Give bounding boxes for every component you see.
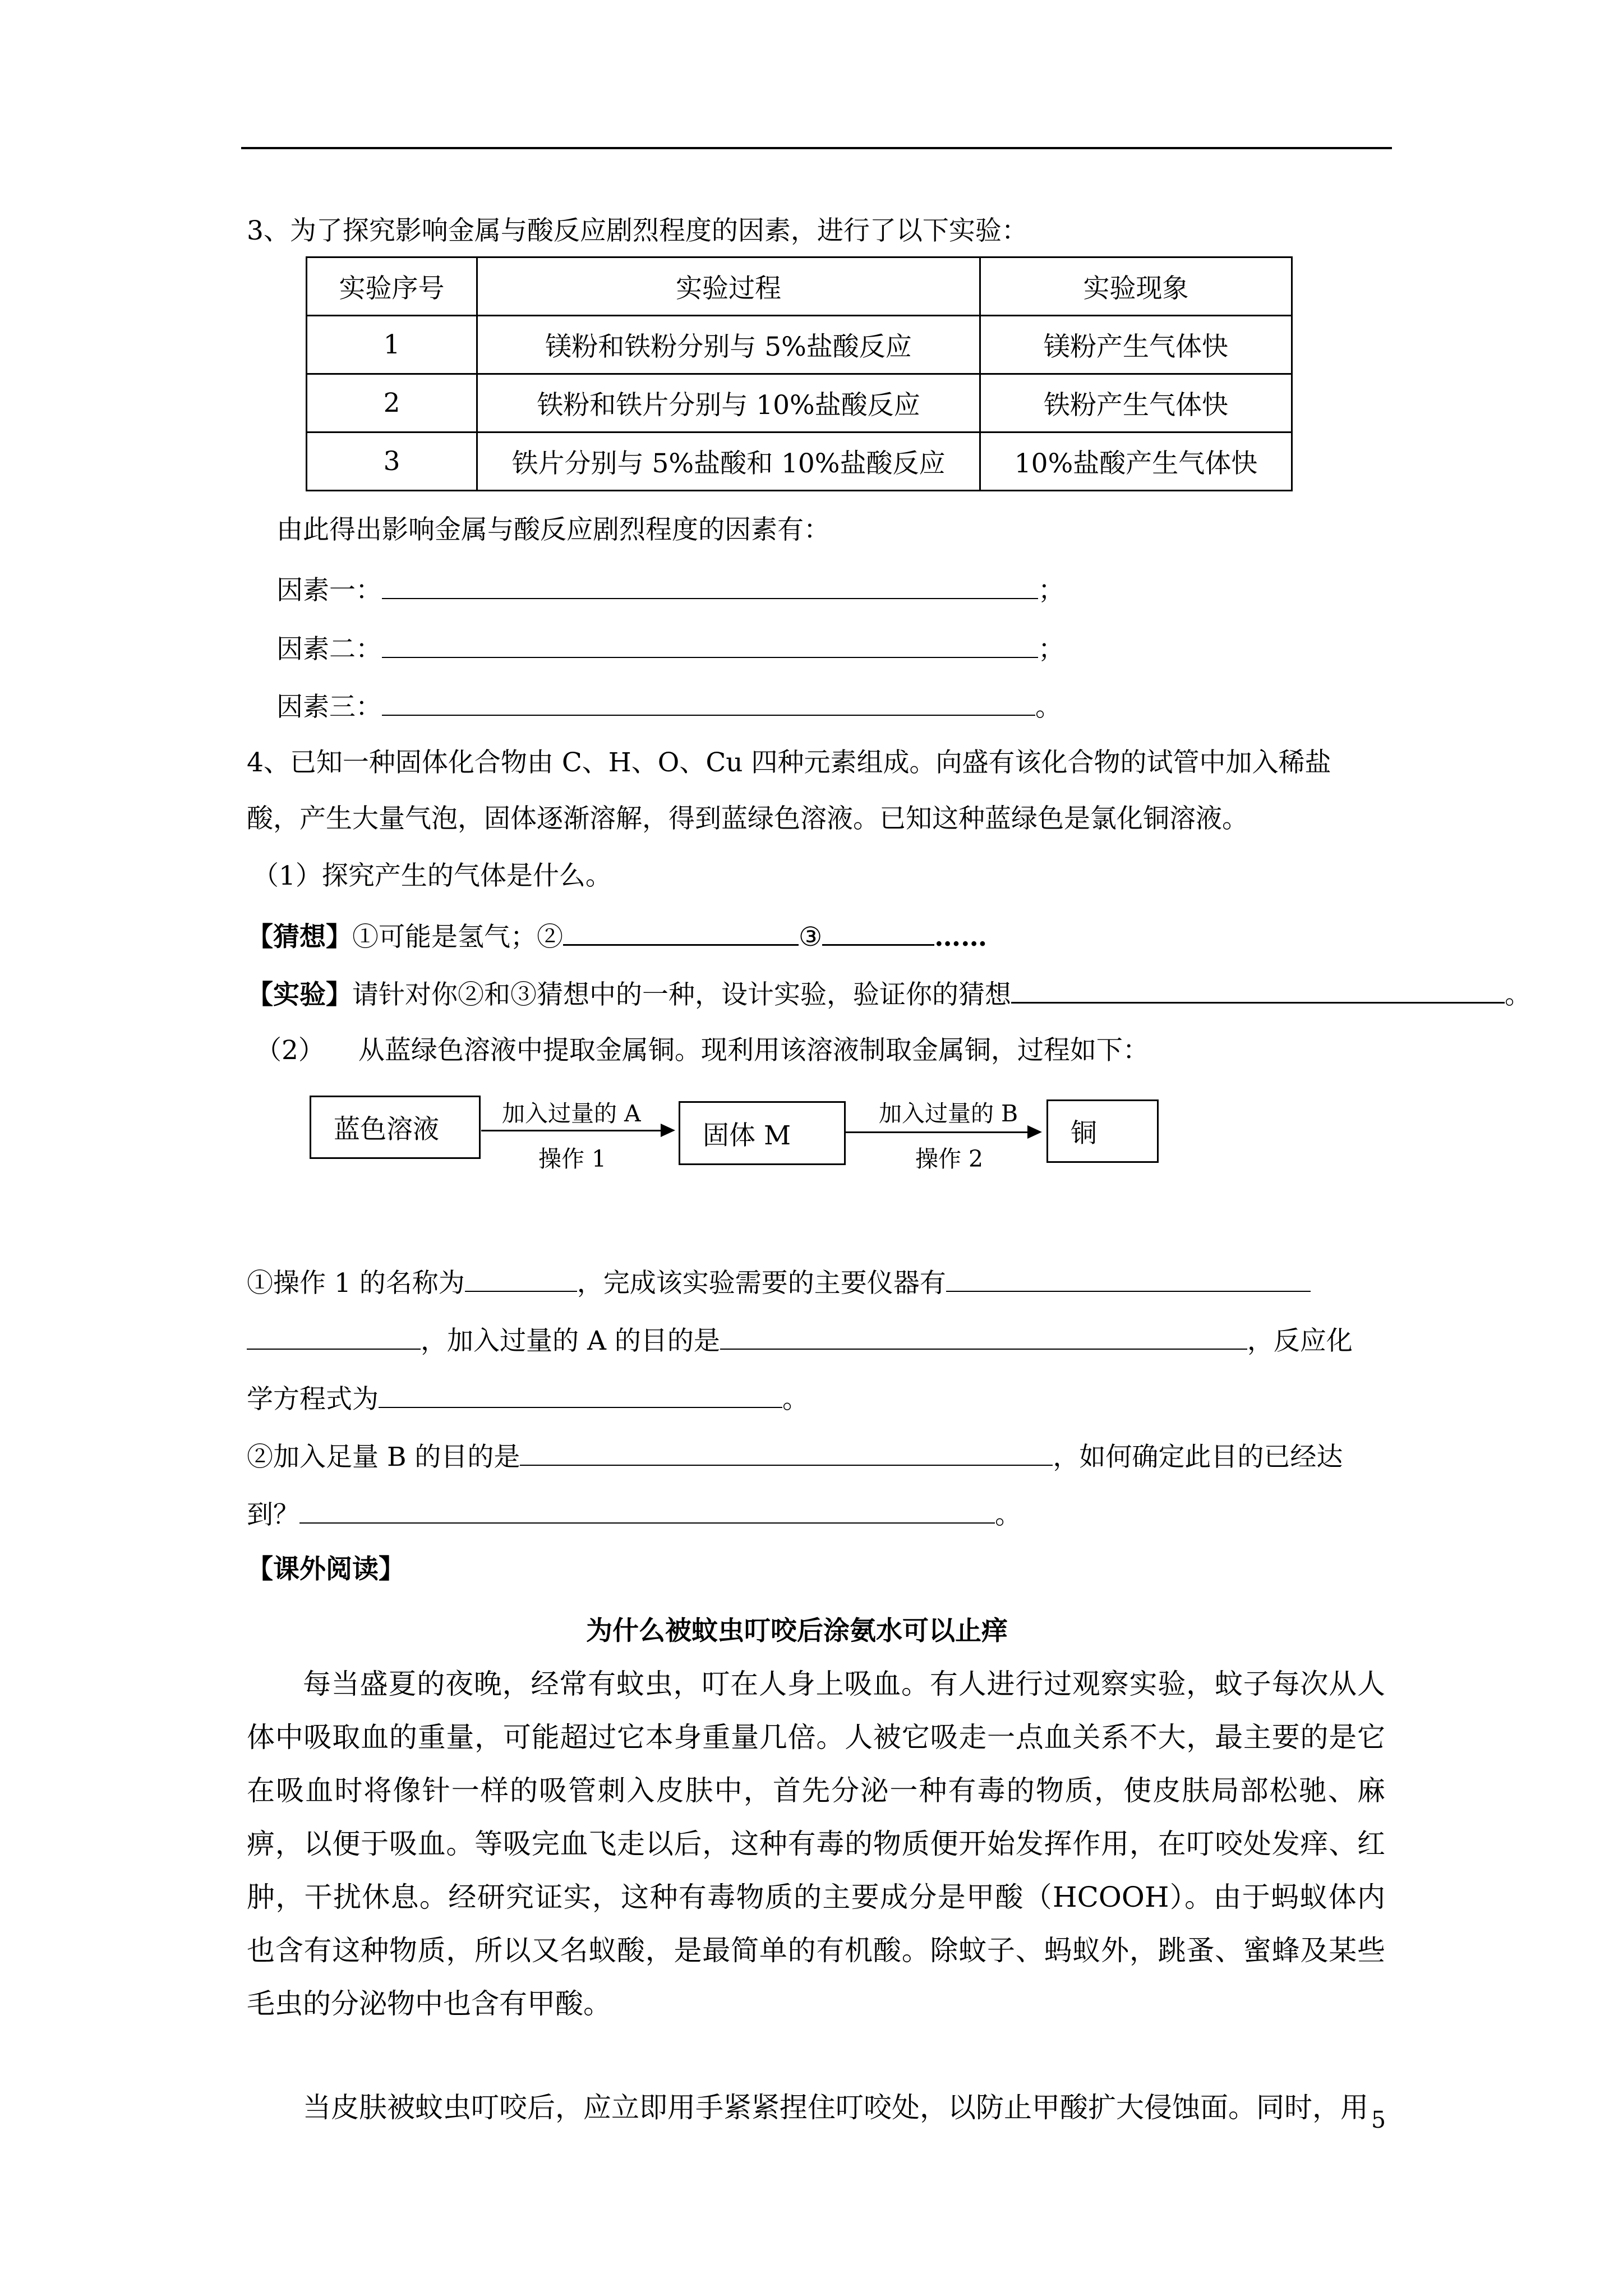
part-2-number: （2） — [255, 1035, 325, 1066]
guess-3-label: ③ — [799, 922, 823, 953]
reading-paragraph-2: 当皮肤被蚊虫叮咬后，应立即用手紧紧捏住叮咬处，以防止甲酸扩大侵蚀面。同时，用 — [303, 2091, 1368, 2124]
reading-tag: 【课外阅读】 — [247, 1554, 405, 1585]
guess-text: ①可能是氢气；② — [352, 922, 563, 953]
factor-2-label: 因素二： — [276, 634, 382, 665]
table-cell: 镁粉产生气体快 — [980, 316, 1292, 374]
table-cell: 10%盐酸产生气体快 — [980, 432, 1292, 491]
q3-conclusion: 由此得出影响金属与酸反应剧烈程度的因素有： — [276, 514, 830, 545]
table-cell: 铁片分别与 5%盐酸和 10%盐酸反应 — [477, 432, 980, 491]
guess-line — [247, 918, 987, 954]
table-cell: 3 — [307, 432, 477, 491]
purpose-a-blank[interactable] — [720, 1323, 1247, 1350]
factor-3-label: 因素三： — [276, 692, 382, 723]
experiment-tag: 【实验】 — [247, 979, 352, 1010]
table-cell: 2 — [307, 374, 477, 432]
table-header-cell: 实验序号 — [307, 257, 477, 316]
sub-q2-line-1 — [247, 1439, 1343, 1474]
guess-tag: 【猜想】 — [247, 922, 352, 953]
arrow-1-bottom-label: 操作 1 — [538, 1145, 607, 1172]
arrow-2-line — [846, 1131, 1029, 1133]
factor-1-line — [276, 572, 1064, 608]
table-row — [307, 432, 1292, 491]
sub-q1-text-a: ①操作 1 的名称为 — [247, 1268, 465, 1299]
flow-box-solid-m-label: 固体 M — [703, 1120, 791, 1151]
sub-q2-text-b: ，如何确定此目的已经达 — [1053, 1442, 1343, 1473]
instruments-blank-cont[interactable] — [247, 1323, 421, 1350]
sub-q1-text-c: ，加入过量的 A 的目的是 — [421, 1326, 720, 1356]
flow-box-solid-m — [679, 1101, 846, 1165]
sub-q1-text-e: 学方程式为 — [247, 1384, 379, 1415]
experiment-blank[interactable] — [1011, 976, 1505, 1004]
q4-line-1: 4、已知一种固体化合物由 C、H、O、Cu 四种元素组成。向盛有该化合物的试管中加入稀盐 — [247, 747, 1331, 778]
confirm-blank[interactable] — [299, 1497, 995, 1524]
guess-3-blank[interactable] — [822, 918, 934, 946]
instruments-blank[interactable] — [946, 1265, 1311, 1292]
header-rule — [241, 147, 1392, 149]
table-header-cell: 实验过程 — [477, 257, 980, 316]
operation-1-name-blank[interactable] — [465, 1265, 577, 1292]
factor-3-blank[interactable] — [382, 689, 1035, 716]
factor-2-blank[interactable] — [382, 631, 1038, 658]
factor-1-blank[interactable] — [382, 572, 1038, 599]
reading-title: 为什么被蚊虫叮咬后涂氨水可以止痒 — [586, 1616, 1008, 1646]
q4-part-1: （1）探究产生的气体是什么。 — [252, 861, 612, 891]
sub-q1-line-3 — [247, 1381, 809, 1416]
q4-line-2: 酸，产生大量气泡，固体逐渐溶解，得到蓝绿色溶液。已知这种蓝绿色是氯化铜溶液。 — [247, 803, 1248, 834]
guess-2-blank[interactable] — [563, 918, 799, 946]
experiment-end: 。 — [1505, 979, 1531, 1010]
factor-3-line — [276, 689, 1062, 724]
q4-part-2 — [255, 1034, 1149, 1068]
table-row — [307, 374, 1292, 432]
table-cell: 1 — [307, 316, 477, 374]
arrow-2-head — [1027, 1125, 1042, 1139]
flow-box-blue-solution-label: 蓝色溶液 — [334, 1114, 439, 1145]
factor-1-label: 因素一： — [276, 575, 382, 606]
table-header-cell: 实验现象 — [980, 257, 1292, 316]
equation-blank[interactable] — [379, 1381, 782, 1408]
flow-box-copper — [1046, 1099, 1159, 1163]
sub-q1-line-2 — [247, 1323, 1353, 1358]
reading-paragraph-1: 每当盛夏的夜晚，经常有蚊虫，叮在人身上吸血。有人进行过观察实验，蚊子每次从人体中吸取血的重量，可能超过它本身重量几倍。人被它吸走一点血关系不大，最主要的是它在吸血时将像针一样的吸管刺入皮肤中，首先分泌一种有毒的物质，使皮肤局部松驰、麻痹，以便于吸血。等吸完血飞走以后，这种有毒的物质便开始发挥作用，在叮咬处发痒、红肿，干扰休息。经研究证实，这种有毒物质的主要成分是甲酸（HCOOH）。由于蚂蚁体内也含有这种物质，所以又名蚁酸，是最简单的有机酸。除蚊子、蚂蚁外，跳蚤、蜜蜂及某些毛虫的分泌物中也含有甲酸。 — [247, 1668, 1385, 2020]
part-2-text: 从蓝绿色溶液中提取金属铜。现利用该溶液制取金属铜，过程如下： — [358, 1035, 1149, 1066]
guess-dots: …… — [934, 922, 988, 953]
sub-q2-text-a: ②加入足量 B 的目的是 — [247, 1442, 520, 1473]
arrow-2-top-label: 加入过量的 B — [879, 1100, 1018, 1127]
q3-intro: 3、为了探究影响金属与酸反应剧烈程度的因素，进行了以下实验： — [247, 215, 1028, 246]
factor-1-end: ； — [1038, 575, 1064, 606]
flow-box-blue-solution — [310, 1096, 481, 1159]
sub-q1-line-1 — [247, 1265, 1311, 1300]
arrow-2-bottom-label: 操作 2 — [915, 1145, 984, 1172]
factor-3-end: 。 — [1035, 692, 1062, 723]
table-cell: 铁粉产生气体快 — [980, 374, 1292, 432]
table-cell: 铁粉和铁片分别与 10%盐酸反应 — [477, 374, 980, 432]
arrow-1-top-label: 加入过量的 A — [502, 1100, 641, 1127]
arrow-1-head — [661, 1124, 675, 1137]
sub-q2-line-2 — [247, 1497, 1021, 1532]
sub-q1-text-b: ，完成该实验需要的主要仪器有 — [577, 1268, 946, 1299]
flow-box-copper-label: 铜 — [1071, 1118, 1097, 1149]
factor-2-end: ； — [1038, 634, 1064, 665]
table-header-row — [307, 257, 1292, 316]
table-row — [307, 316, 1292, 374]
factor-2-line — [276, 631, 1064, 666]
page-number: 5 — [1371, 2106, 1386, 2133]
table-cell: 镁粉和铁粉分别与 5%盐酸反应 — [477, 316, 980, 374]
experiment-line — [247, 976, 1531, 1012]
sub-q2-text-c: 到？ — [247, 1499, 299, 1530]
purpose-b-blank[interactable] — [520, 1439, 1053, 1466]
sub-q1-text-f: 。 — [782, 1384, 809, 1415]
experiment-text: 请针对你②和③猜想中的一种，设计实验，验证你的猜想 — [352, 979, 1011, 1010]
sub-q2-text-d: 。 — [995, 1499, 1021, 1530]
sub-q1-text-d: ，反应化 — [1247, 1326, 1353, 1356]
arrow-1-line — [481, 1130, 662, 1131]
experiment-table — [306, 256, 1293, 491]
